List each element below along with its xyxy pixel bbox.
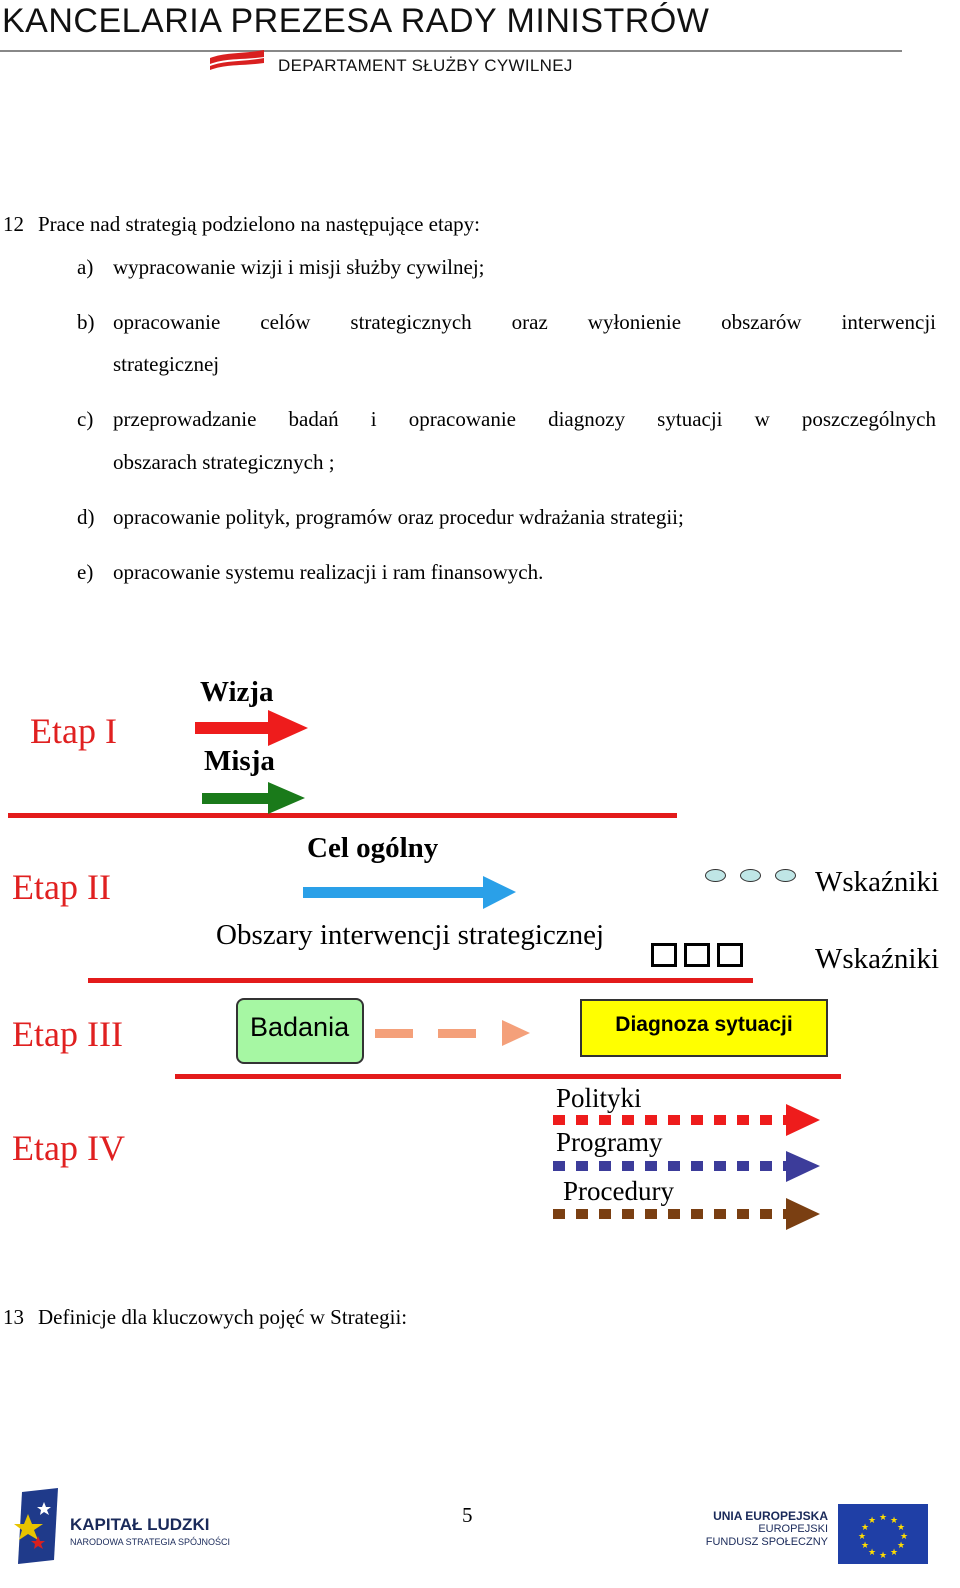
- wizja-arrow: [195, 710, 308, 746]
- svg-text:★: ★: [878, 1512, 888, 1522]
- item-e-label: e): [77, 560, 94, 584]
- section-12-number: 12: [3, 212, 24, 236]
- item-b-text-cont: strategicznej: [113, 352, 220, 376]
- kapital-ludzki-subtitle: NARODOWA STRATEGIA SPÓJNOŚCI: [70, 1537, 231, 1547]
- item-b-text: opracowanie celów strategicznych oraz wyłonienie obszarów interwencji: [113, 310, 936, 334]
- cel-ogolny-arrow: [303, 876, 516, 909]
- misja-arrow: [202, 782, 305, 814]
- procedury-label: Procedury: [563, 1176, 674, 1206]
- section-13-text: Definicje dla kluczowych pojęć w Strategii:: [38, 1305, 408, 1329]
- svg-text:★: ★: [896, 1522, 906, 1532]
- stage-1-label: Etap I: [30, 711, 117, 751]
- header-org-title: KANCELARIA PREZESA RADY MINISTRÓW: [2, 2, 710, 40]
- svg-text:★: ★: [889, 1547, 899, 1557]
- page-number: 5: [462, 1503, 473, 1527]
- wskazniki-label-2: Wskaźniki: [815, 943, 940, 975]
- polityki-label: Polityki: [556, 1083, 642, 1113]
- obszary-label: Obszary interwencji strategicznej: [216, 919, 605, 951]
- svg-text:★: ★: [878, 1550, 888, 1560]
- polityki-dotted-arrow: [553, 1104, 820, 1136]
- section-12-intro: Prace nad strategią podzielono na następujące etapy:: [38, 212, 480, 236]
- kapital-ludzki-title: KAPITAŁ LUDZKI: [70, 1515, 210, 1534]
- ue-line-1: UNIA EUROPEJSKA: [713, 1509, 828, 1523]
- svg-text:★: ★: [899, 1531, 909, 1541]
- stage-2-label: Etap II: [12, 867, 111, 907]
- item-c-text-cont: obszarach strategicznych ;: [113, 450, 335, 474]
- svg-text:★: ★: [896, 1540, 906, 1550]
- stage-3-label: Etap III: [12, 1014, 123, 1054]
- eu-text-block: [706, 1510, 828, 1549]
- item-e-text: opracowanie systemu realizacji i ram finansowych.: [113, 560, 544, 584]
- header-department: DEPARTAMENT SŁUŻBY CYWILNEJ: [278, 56, 573, 75]
- programy-dotted-arrow: [553, 1151, 820, 1182]
- item-a-text: wypracowanie wizji i misji służby cywilnej;: [113, 255, 485, 279]
- svg-text:★: ★: [867, 1515, 877, 1525]
- wskazniki-label-1: Wskaźniki: [815, 866, 940, 898]
- badania-dashed-arrow: [375, 1020, 530, 1046]
- badania-box: Badania: [236, 998, 364, 1064]
- eu-flag-icon: [838, 1504, 928, 1564]
- item-c-text: przeprowadzanie badań i opracowanie diagnozy sytuacji w poszczególnych: [113, 407, 936, 431]
- ue-line-3: FUNDUSZ SPOŁECZNY: [705, 1536, 828, 1548]
- svg-text:★: ★: [857, 1531, 867, 1541]
- svg-text:★: ★: [889, 1515, 899, 1525]
- stage-4-label: Etap IV: [12, 1128, 125, 1168]
- programy-label: Programy: [556, 1127, 663, 1157]
- item-a-label: a): [77, 255, 94, 279]
- svg-text:★: ★: [867, 1547, 877, 1557]
- item-b-label: b): [77, 310, 95, 334]
- cel-ogolny-label: Cel ogólny: [307, 832, 439, 864]
- item-d-label: d): [77, 505, 95, 529]
- item-d-text: opracowanie polityk, programów oraz procedur wdrażania strategii;: [113, 505, 684, 529]
- ue-line-2: EUROPEJSKI: [758, 1523, 828, 1535]
- kapital-ludzki-logo-icon: [14, 1488, 66, 1564]
- svg-text:★: ★: [860, 1540, 870, 1550]
- diagnoza-box: Diagnoza sytuacji: [580, 999, 828, 1057]
- item-c-label: c): [77, 407, 94, 431]
- misja-label: Misja: [204, 745, 275, 777]
- section-13-number: 13: [3, 1305, 24, 1329]
- wizja-label: Wizja: [200, 676, 274, 708]
- svg-text:★: ★: [860, 1522, 870, 1532]
- procedury-dotted-arrow: [553, 1198, 820, 1230]
